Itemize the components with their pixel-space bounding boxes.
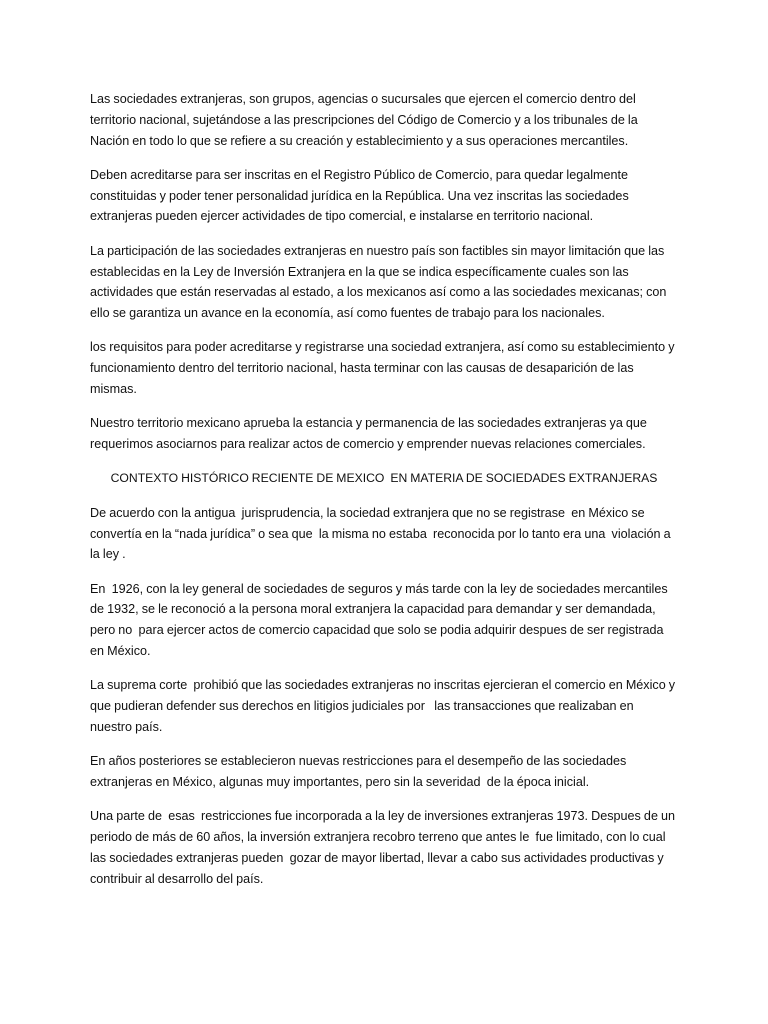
paragraph-requirements: los requisitos para poder acreditarse y registrarse una sociedad extranjera, así como su establecimiento y funcionamiento dentro del territorio nacional, hasta terminar con las causas de desaparición de las mismas. [90,340,678,397]
paragraph-1973-law: Una parte de esas restricciones fue incorporada a la ley de inversiones extranjeras 1973. Despues de un periodo de más de 60 años, la inversión extranjera recobro terreno que antes le fue limitado, con lo cual las sociedades extranjeras pueden gozar de mayor libertad, llevar a cabo sus actividades productivas y contribuir al desarrollo del país. [90,809,679,886]
paragraph-definition: Las sociedades extranjeras, son grupos, agencias o sucursales que ejercen el comercio dentro del territorio nacional, sujetándose a las prescripciones del Código de Comercio y a los tribunales de la Nación en todo lo que se refiere a su creación y establecimiento y a sus operaciones mercantiles. [90,92,641,148]
paragraph-1926-law: En 1926, con la ley general de sociedades de seguros y más tarde con la ley de sociedades mercantiles de 1932, se le reconoció a la persona moral extranjera la capacidad para demandar y ser demandada, pero no para ejercer actos de comercio capacidad que solo se podia adquirir despues de ser registrada en México. [90,581,671,659]
paragraph-supreme-court: La suprema corte prohibió que las sociedades extranjeras no inscritas ejercieran el comercio en México y que pudieran defender sus derechos en litigios judiciales por las transacciones que realizaban en nuestro país. [90,678,679,734]
paragraph-later-restrictions: En años posteriores se establecieron nuevas restricciones para el desempeño de las sociedades extranjeras en México, algunas muy importantes, pero sin la severidad de la época inicial. [90,754,630,790]
paragraph-participation: La participación de las sociedades extranjeras en nuestro país son factibles sin mayor limitación que las establecidas en la Ley de Inversión Extranjera en la que se indica específicamente cuales son las actividades que están reservadas al estado, a los mexicanos así como a las sociedades mexicanas; con ello se garantiza un avance en la economía, así como fuentes de trabajo para los nacionales. [90,243,670,321]
paragraph-territory: Nuestro territorio mexicano aprueba la estancia y permanencia de las sociedades extranjeras ya que requerimos asociarnos para realizar actos de comercio y emprender nuevas relaciones comerciales. [90,416,651,452]
document-page [90,89,678,903]
paragraph-registration: Deben acreditarse para ser inscritas en el Registro Público de Comercio, para quedar legalmente constituidas y poder tener personalidad jurídica en la República. Una vez inscritas las sociedades extranjeras pueden ejercer actividades de tipo comercial, e instalarse en territorio nacional. [90,167,632,224]
section-heading: CONTEXTO HISTÓRICO RECIENTE DE MEXICO EN MATERIA DE SOCIEDADES EXTRANJERAS [110,471,658,486]
paragraph-jurisprudence: De acuerdo con la antigua jurisprudencia, la sociedad extranjera que no se registrase en México se convertía en la “nada jurídica” o sea que la misma no estaba reconocida por lo tanto era una violación a la ley . [90,505,674,562]
